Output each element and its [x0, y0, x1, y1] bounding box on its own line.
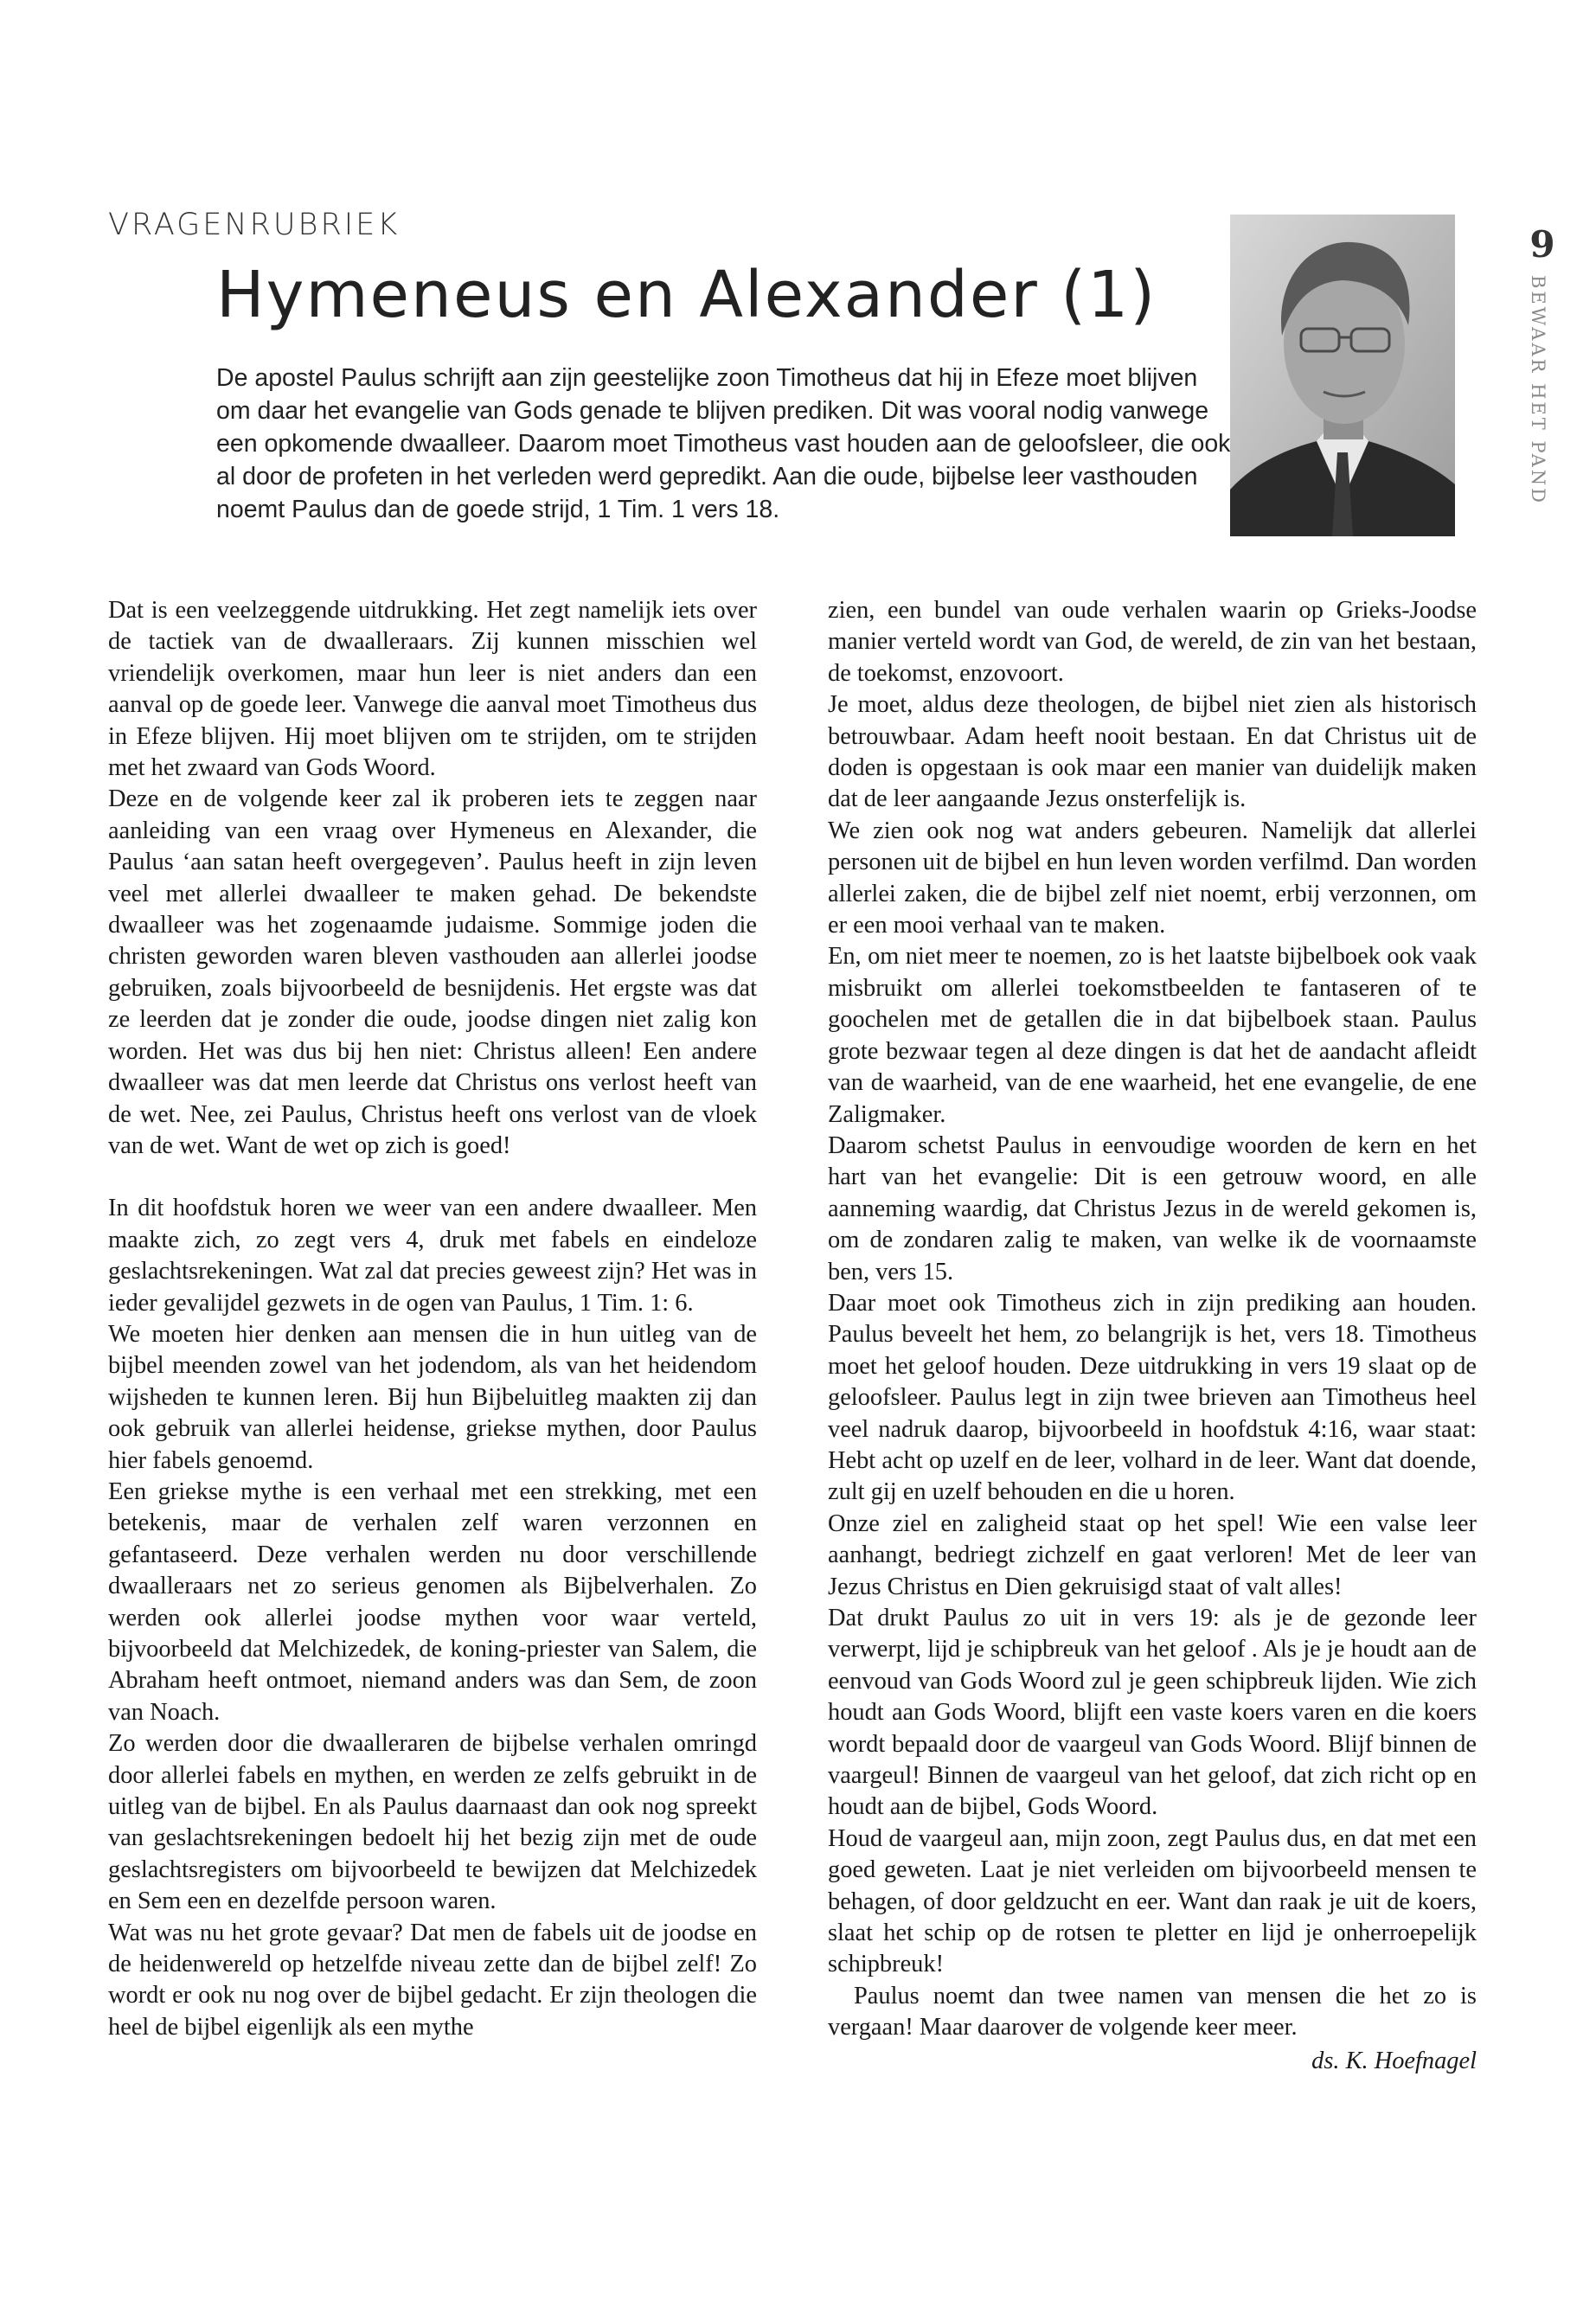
paragraph: We moeten hier denken aan mensen die in hun uitleg van de bijbel meenden zowel van het jodendom, als van het heidendom wijsheden te kunnen leren. Bij hun Bijbeluitleg maakten zij dan ook gebruik van allerlei heidense, griekse mythen, door Paulus hier fabels genoemd.	[108, 1320, 757, 1474]
paragraph: Zo werden door die dwaalleraren de bijbelse verhalen omringd door allerlei fabels en mythen, en werden ze zelfs gebruikt in de uitleg van de bijbel. En als Paulus daarnaast dan ook nog spreekt van geslachtsrekeningen bedoelt hij het bezig zijn met de oude geslachtsregisters om bijvoorbeeld te bewijzen dat Melchizedek en Sem een en dezelfde persoon waren.	[108, 1730, 757, 1915]
paragraph: In dit hoofdstuk horen we weer van een andere dwaalleer. Men maakte zich, zo zegt vers 4, druk met fabels en eindeloze geslachtsrekeningen. Wat zal dat precies geweest zijn? Het was in ieder gevalijdel gezwets in de ogen van Paulus, 1 Tim. 1: 6.	[108, 1195, 757, 1317]
article-column-left	[108, 595, 757, 2043]
paragraph: Daarom schetst Paulus in eenvoudige woorden de kern en het hart van het evangelie: Dit is een getrouw woord, en alle aanneming waardig, dat Christus Jezus in de wereld gekomen is, om de zondaren zalig te maken, van welke ik de voornaamste ben, vers 15.	[828, 1131, 1477, 1285]
paragraph: Dat drukt Paulus zo uit in vers 19: als je de gezonde leer verwerpt, lijd je schipbreuk van het geloof . Als je je houdt aan de eenvoud van Gods Woord zul je geen schipbreuk lijden. Wie zich houdt aan Gods Woord, blijft een vaste koers varen en die koers wordt bepaald door de vaargeul van Gods Woord. Blijf binnen de vaargeul! Binnen de vaargeul van het geloof, dat zich richt op en houdt aan de bijbel, Gods Woord.	[828, 1605, 1477, 1821]
paragraph: Een griekse mythe is een verhaal met een strekking, met een betekenis, maar de verhalen zelf waren verzonnen en gefantaseerd. Deze verhalen werden nu door verschillende dwaalleraars net zo serieus genomen als Bijbelverhalen. Zo werden ook allerlei joodse mythen voor waar verteld, bijvoorbeeld dat Melchizedek, de koning-priester van Salem, die Abraham heeft ontmoet, niemand anders was dan Sem, de zoon van Noach.	[108, 1477, 757, 1726]
paragraph: Houd de vaargeul aan, mijn zoon, zegt Paulus dus, en dat met een goed geweten. Laat je niet verleiden om bijvoorbeeld mensen te behagen, of door geldzucht en eer. Want dan raak je uit de koers, slaat het schip op de rotsen te pletter en lijd je onherroepelijk schipbreuk!	[828, 1824, 1477, 1978]
paragraph: Deze en de volgende keer zal ik proberen iets te zeggen naar aanleiding van een vraag over Hymeneus en Alexander, die Paulus ‘aan satan heeft overgegeven’. Paulus heeft in zijn leven veel met allerlei dwaalleer te maken gehad. De bekendste dwaalleer was het zogenaamde judaisme. Sommige joden die christen geworden waren bleven vasthouden aan allerlei joodse gebruiken, zoals bijvoorbeeld de besnijdenis. Het ergste was dat ze leerden dat je zonder die oude, joodse dingen niet zalig kon worden. Het was dus bij hen niet: Christus alleen! Een andere dwaalleer was dat men leerde dat Christus ons verlost heeft van de wet. Nee, zei Paulus, Christus heeft ons verlost van de vloek van de wet. Want de wet op zich is goed!	[108, 785, 757, 1159]
article-title: Hymeneus en Alexander (1)	[216, 258, 1157, 332]
paragraph: Wat was nu het grote gevaar? Dat men de fabels uit de joodse en de heidenwereld op hetzelfde niveau zette dan de bijbel zelf! Zo wordt er ook nu nog over de bijbel gedacht. Er zijn theologen die heel de bijbel eigenlijk als een mythe	[108, 1919, 757, 2041]
paragraph: En, om niet meer te noemen, zo is het laatste bijbelboek ook vaak misbruikt om allerlei toekomstbeelden te fantaseren of te goochelen met de getallen die in dat bijbelboek staan. Paulus grote bezwaar tegen al deze dingen is dat het de aandacht afleidt van de waarheid, van de ene waarheid, het ene evangelie, de ene Zaligmaker.	[828, 943, 1477, 1128]
paragraph: We zien ook nog wat anders gebeuren. Namelijk dat allerlei personen uit de bijbel en hun leven worden verfilmd. Dan worden allerlei zaken, die de bijbel zelf niet noemt, erbij verzonnen, om er een mooi verhaal van te maken.	[828, 817, 1477, 939]
paragraph: Dat is een veelzeggende uitdrukking. Het zegt namelijk iets over de tactiek van de dwaalleraars. Zij kunnen misschien wel vriendelijk overkomen, maar hun leer is niet anders dan een aanval op de goede leer. Vanwege die aanval moet Timotheus dus in Efeze blijven. Hij moet blijven om te strijden, om te strijden met het zwaard van Gods Woord.	[108, 597, 757, 782]
section-rubric: VRAGENRUBRIEK	[108, 208, 401, 242]
paragraph: Je moet, aldus deze theologen, de bijbel niet zien als historisch betrouwbaar. Adam heeft nooit bestaan. En dat Christus uit de doden is opgestaan is ook maar een manier van duidelijk maken dat de leer aangaande Jezus onsterfelijk is.	[828, 691, 1477, 813]
magazine-name: BEWAAR HET PAND	[1528, 275, 1548, 506]
page-number: 9	[1529, 223, 1555, 266]
paragraph: zien, een bundel van oude verhalen waarin op Grieks-Joodse manier verteld wordt van God, de wereld, de zin van het bestaan, de toekomst, enzovoort.	[828, 597, 1477, 687]
article-column-right	[828, 595, 1477, 2077]
article-intro: De apostel Paulus schrijft aan zijn geestelijke zoon Timotheus dat hij in Efeze moet blijven om daar het evangelie van Gods genade te blijven prediken. Dit was vooral nodig vanwege een opkomende dwaalleer. Daarom moet Timotheus vast houden aan de geloofsleer, die ook al door de profeten in het verleden werd gepredikt. Aan die oude, bijbelse leer vasthouden noemt Paulus dan de goede strijd, 1 Tim. 1 vers 18.	[216, 364, 1231, 523]
paragraph: Paulus noemt dan twee namen van mensen die het zo is vergaan! Maar daarover de volgende keer meer.	[828, 1982, 1477, 2041]
paragraph: Daar moet ook Timotheus zich in zijn prediking aan houden. Paulus beveelt het hem, zo belangrijk is het, vers 18. Timotheus moet het geloof houden. Deze uitdrukking in vers 19 slaat op de geloofsleer. Paulus legt in zijn twee brieven aan Timotheus heel veel nadruk daarop, bijvoorbeeld in hoofdstuk 4:16, waar staat: Hebt acht op uzelf en de leer, volhard in de leer. Want dat doende, zult gij en uzelf behouden en die u horen.	[828, 1289, 1477, 1506]
author-portrait-illustration	[1230, 215, 1455, 536]
author-photo	[1230, 215, 1455, 536]
paragraph: Onze ziel en zaligheid staat op het spel! Wie een valse leer aanhangt, bedriegt zichzelf en gaat verloren! Met de leer van Jezus Christus en Dien gekruisigd staat of valt alles!	[828, 1509, 1477, 1600]
author-signature: ds. K. Hoefnagel	[1311, 2047, 1477, 2074]
